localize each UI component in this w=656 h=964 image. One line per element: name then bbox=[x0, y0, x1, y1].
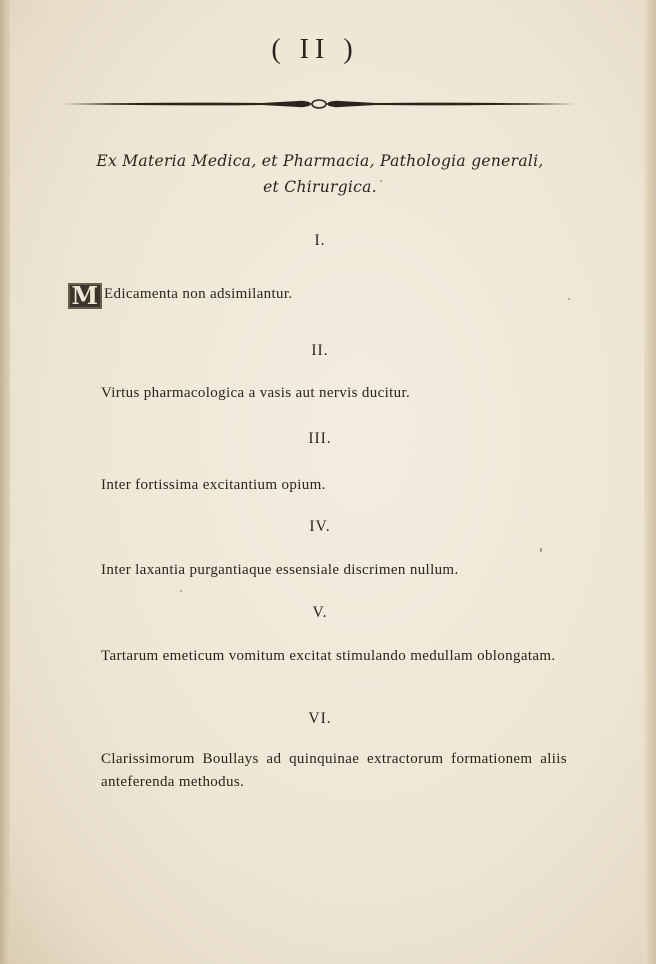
thesis-2 bbox=[101, 382, 571, 405]
thesis-3 bbox=[101, 474, 571, 497]
thesis-numeral-2: II. bbox=[311, 342, 329, 359]
thesis-6 bbox=[101, 748, 567, 794]
paper-speck bbox=[568, 298, 570, 300]
ornamental-rule bbox=[62, 96, 576, 112]
thesis-5 bbox=[101, 645, 567, 668]
thesis-4 bbox=[101, 559, 571, 582]
page-right-edge bbox=[644, 0, 656, 964]
thesis-text-6: Clarissimorum Boullays ad quinquinae extractorum formationem aliis anteferenda methodus. bbox=[101, 751, 567, 790]
dropcap: M bbox=[68, 283, 102, 309]
page-number: ( II ) bbox=[271, 34, 359, 65]
page-left-edge bbox=[0, 0, 10, 964]
paper-speck bbox=[180, 590, 182, 592]
thesis-numeral-4: IV. bbox=[309, 518, 331, 535]
thesis-numeral-1: I. bbox=[314, 232, 326, 249]
thesis-text-2: Virtus pharmacologica a vasis aut nervis ducitur. bbox=[101, 385, 411, 401]
thesis-text-4: Inter laxantia purgantiaque essensiale discrimen nullum. bbox=[101, 562, 459, 578]
thesis-numeral-5: V. bbox=[312, 604, 328, 621]
section-heading bbox=[70, 148, 570, 200]
section-heading-line2: et Chirurgica. bbox=[263, 178, 377, 196]
section-heading-line1: Ex Materia Medica, et Pharmacia, Pathologia generali, bbox=[96, 152, 544, 170]
thesis-text-1: Edicamenta non adsimilantur. bbox=[104, 286, 293, 302]
thesis-text-3: Inter fortissima excitantium opium. bbox=[101, 477, 326, 493]
paper-speck bbox=[540, 548, 542, 552]
thesis-text-5: Tartarum emeticum vomitum excitat stimulando medullam oblongatam. bbox=[101, 648, 556, 664]
thesis-numeral-3: III. bbox=[308, 430, 332, 447]
thesis-1 bbox=[68, 283, 538, 309]
thesis-numeral-6: VI. bbox=[308, 710, 332, 727]
paper-speck bbox=[380, 180, 382, 182]
